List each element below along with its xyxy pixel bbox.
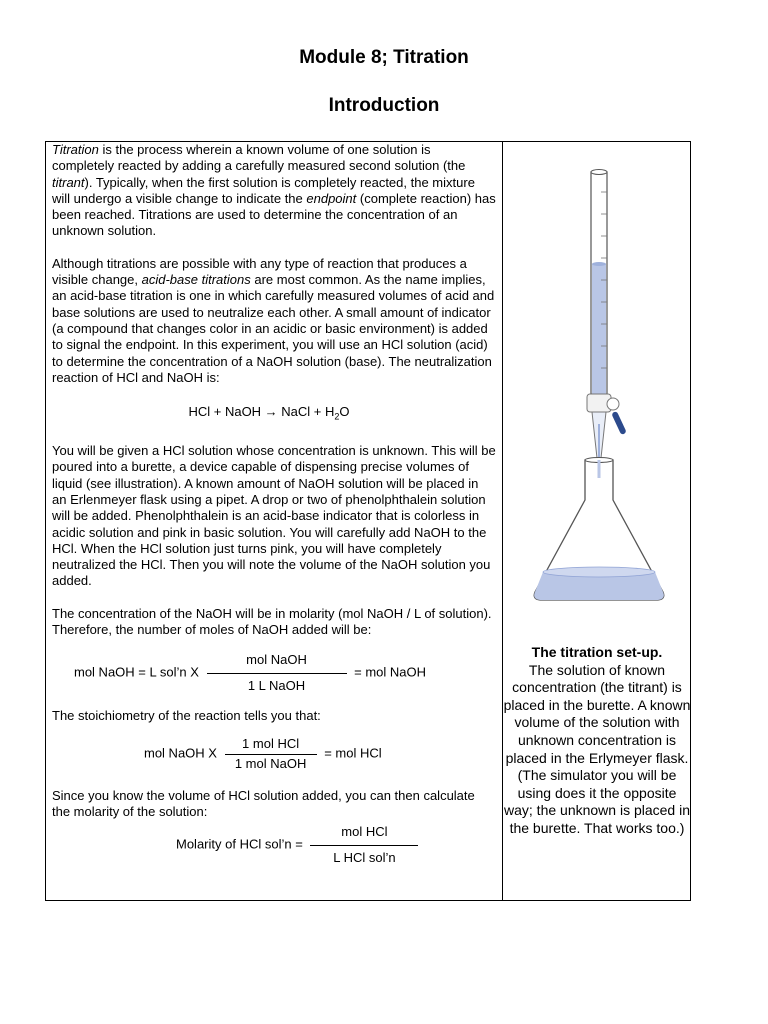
eq1-right: = mol NaOH bbox=[354, 664, 427, 680]
erlenmeyer-flask-icon bbox=[534, 458, 664, 601]
eq3-fraction bbox=[310, 824, 418, 866]
eq3-left: Molarity of HCl sol’n = bbox=[176, 837, 303, 853]
paragraph-procedure: You will be given a HCl solution whose concentration is unknown. This will be poured into a burette, a device capable of dispensing precise volumes of liquid (see illustration). A known amount of NaOH solution will be placed in an Erlenmeyer flask using a pipet. A drop or two of phenolphthalein solution will be added. Phenolphthalein is an acid-base indicator that is colorless in acidic solution and pink in basic solution. You will carefully add NaOH to the HCl. When the HCl solution just turns pink, you will have completely neutralized the HCl. Then you will note the volume of the NaOH solution you added. bbox=[52, 443, 496, 589]
term-titration: Titration bbox=[52, 142, 99, 157]
text-span: ). Typically, when the first solution is completely reacted, the mixture will undergo a visible change to indicate the bbox=[52, 174, 475, 206]
eq1-fraction bbox=[207, 652, 347, 694]
text-column bbox=[52, 142, 496, 866]
burette-liquid bbox=[592, 264, 606, 394]
burette-icon bbox=[587, 170, 627, 459]
reaction-lhs: HCl + NaOH → NaCl + H bbox=[188, 404, 335, 420]
paragraph-molarity: The concentration of the NaOH will be in molarity (mol NaOH / L of solution). Therefore, the number of moles of NaOH added will be: bbox=[52, 605, 492, 638]
eq1-numerator: mol NaOH bbox=[246, 652, 307, 668]
content-table bbox=[45, 141, 691, 901]
reaction-equation bbox=[42, 404, 496, 425]
reaction-subscript: 2 bbox=[334, 411, 340, 422]
text-span: is the process wherein a known volume of one solution is completely reacted by adding a carefully measured second solution (the bbox=[52, 142, 466, 174]
paragraph-stoichiometry: The stoichiometry of the reaction tells you that: bbox=[52, 707, 321, 723]
equation-molarity-hcl bbox=[52, 824, 496, 866]
term-titrant: titrant bbox=[52, 174, 85, 190]
caption-title: The titration set-up. bbox=[531, 644, 663, 660]
eq2-right: = mol HCl bbox=[324, 745, 382, 761]
caption-text: The solution of known concentration (the titrant) is placed in the burette. A known volume of the solution with unknown concentration is placed in the Erlymeyer flask. (The simulator you will be using does it the opposite way; the unknown is placed in the burette. That works too.) bbox=[503, 661, 691, 836]
page-title: Module 8; Titration bbox=[299, 47, 469, 68]
stopcock-handle bbox=[611, 411, 627, 435]
equation-moles-hcl bbox=[52, 736, 496, 772]
paragraph-acid-base bbox=[52, 256, 496, 386]
eq2-numerator: 1 mol HCl bbox=[242, 736, 300, 752]
titration-setup-illustration bbox=[503, 162, 691, 632]
illustration-caption bbox=[503, 644, 691, 838]
paragraph-titration-definition bbox=[52, 142, 496, 240]
term-acid-base-titrations: acid-base titrations bbox=[141, 272, 251, 288]
eq2-fraction bbox=[225, 736, 317, 772]
illustration-column bbox=[503, 142, 691, 900]
equation-moles-naoh bbox=[52, 652, 496, 694]
section-title: Introduction bbox=[328, 95, 440, 116]
eq1-left: mol NaOH = L sol’n X bbox=[74, 664, 199, 680]
eq1-denominator: 1 L NaOH bbox=[207, 673, 347, 694]
term-endpoint: endpoint bbox=[306, 190, 357, 206]
paragraph-calculate: Since you know the volume of HCl solution added, you can then calculate the molarity of the solution: bbox=[52, 787, 475, 820]
eq2-denominator: 1 mol NaOH bbox=[225, 754, 317, 772]
reaction-rhs: O bbox=[339, 404, 350, 420]
eq3-denominator: L HCl sol’n bbox=[310, 845, 418, 866]
text-span: are most common. As the name implies, an acid-base titration is one in which carefully measured volumes of acid and base solutions are used to neutralize each other. A small amount of indicator (a compound that changes color in an acidic or basic environment) is added to signal the endpoint. In this experiment, you will use an HCl solution (acid) to determine the concentration of a NaOH solution (base). The neutralization reaction of HCl and NaOH is: bbox=[52, 272, 495, 385]
eq2-left: mol NaOH X bbox=[144, 745, 217, 761]
eq3-numerator: mol HCl bbox=[341, 824, 388, 840]
text-span: (complete reaction) has been reached. Titrations are used to determine the concentration of an unknown solution. bbox=[52, 190, 496, 239]
text-span: Although titrations are possible with any type of reaction that produces a visible change, bbox=[52, 255, 467, 288]
